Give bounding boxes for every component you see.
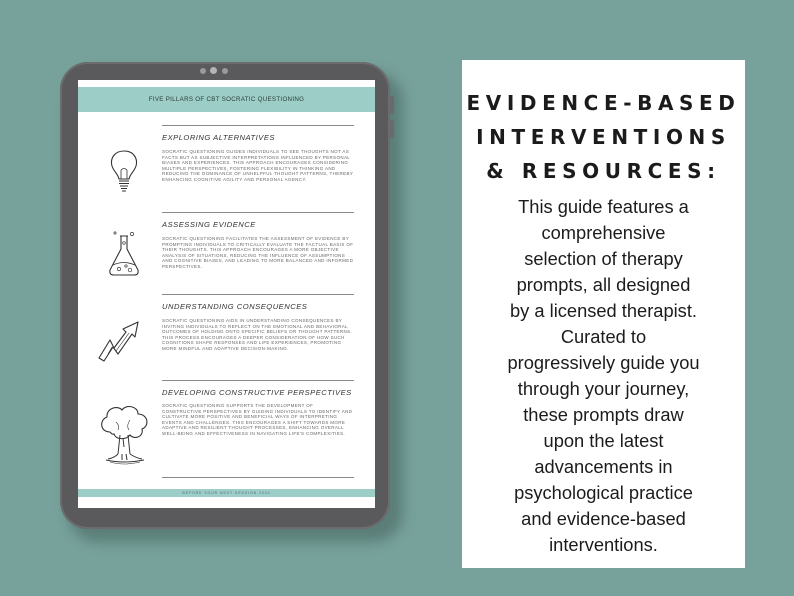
section-divider <box>162 477 354 478</box>
section-body: SOCRATIC QUESTIONING GUIDES INDIVIDUALS TO SEE THOUGHTS NOT AS FACTS BUT AS SUBJECTIVE INTERPRETATIONS INFLUENCED BY PERSONAL BIASES AND EXPERIENCES. THIS APPROACH ENCOURAGES CONSIDERING MULTIPLE PERSPECTIVES, FOSTERING FLEXIBILITY IN THINKING AND REDUCING THE DOMINANCE OF UNHELPFUL THOUGHT PATTERNS, THEREBY ENHANCING COGNITIVE AGILITY AND PERSONAL AGENCY. <box>162 149 354 182</box>
section-divider <box>162 380 354 381</box>
section-divider <box>162 294 354 295</box>
section-body: SOCRATIC QUESTIONING SUPPORTS THE DEVELOPMENT OF CONSTRUCTIVE PERSPECTIVES BY GUIDING INDIVIDUALS TO IDENTIFY AND CULTIVATE MORE POSITIVE AND BENEFICIAL WAYS OF INTERPRETING EVENTS AND CHALLENGES. THIS ENCOURAGES A SHIFT TOWARDS MORE ADAPTIVE AND RESILIENT THOUGHT PROCESSES, ENHANCING OVERALL WELL-BEING AND EFFECTIVENESS IN NAVIGATING LIFE'S COMPLEXITIES. <box>162 403 353 436</box>
section-developing-constructive-perspectives <box>162 388 354 437</box>
card-description-line: interventions. <box>549 534 658 555</box>
info-card <box>462 60 745 568</box>
card-description-line: through your journey, <box>517 378 690 399</box>
tablet-screen <box>78 80 375 508</box>
card-heading-line: & RESOURCES: <box>486 159 721 183</box>
guide-banner-title: FIVE PILLARS OF CBT SOCRATIC QUESTIONING <box>148 96 305 103</box>
guide-footer-text: BEFORE YOUR NEXT SESSION 2024 <box>182 491 271 495</box>
section-title: EXPLORING ALTERNATIVES <box>162 133 275 142</box>
card-description-line: by a licensed therapist. <box>510 300 697 321</box>
section-title: ASSESSING EVIDENCE <box>162 220 256 229</box>
flask-icon <box>104 230 144 280</box>
section-divider <box>162 212 354 213</box>
card-description-line: upon the latest <box>543 430 664 451</box>
card-heading-line: EVIDENCE-BASED <box>466 91 741 115</box>
section-exploring-alternatives <box>162 133 354 183</box>
card-description-line: This guide features a <box>518 196 689 217</box>
tablet-volume-down-button <box>390 120 394 138</box>
section-body: SOCRATIC QUESTIONING FACILITATES THE ASSESSMENT OF EVIDENCE BY PROMPTING INDIVIDUALS TO CRITICALLY EVALUATE THE FACTUAL BASIS OF THEIR THOUGHTS. THIS APPROACH ENCOURAGES A MORE OBJECTIVE ANALYSIS OF SITUATIONS, REDUCING THE INFLUENCE OF ASSUMPTIONS AND COGNITIVE BIASES, AND LEADING TO MORE BALANCED AND INFORMED PERSPECTIVES. <box>162 236 354 269</box>
section-body: SOCRATIC QUESTIONING AIDS IN UNDERSTANDING CONSEQUENCES BY INVITING INDIVIDUALS TO REFLECT ON THE EMOTIONAL AND BEHAVIORAL OUTCOMES OF HOLDING ONTO SPECIFIC BELIEFS OR THOUGHT PATTERNS. THIS PROCESS ENCOURAGES A DEEPER CONSIDERATION OF HOW SUCH COGNITIONS SHAPE RESPONSES AND LIFE EXPERIENCES, PROMOTING MORE MINDFUL AND ADAPTIVE DECISION-MAKING. <box>162 318 353 351</box>
card-description <box>482 194 725 558</box>
section-assessing-evidence <box>162 220 354 270</box>
card-description-line: comprehensive <box>541 222 666 243</box>
tree-icon <box>96 402 154 468</box>
section-title: DEVELOPING CONSTRUCTIVE PERSPECTIVES <box>162 388 352 397</box>
card-description-line: advancements in <box>534 456 673 477</box>
section-divider <box>162 125 354 126</box>
lightbulb-icon <box>106 148 142 194</box>
card-description-line: selection of therapy <box>524 248 683 269</box>
card-description-line: Curated to <box>560 326 647 347</box>
tablet-volume-up-button <box>390 96 394 114</box>
section-title: UNDERSTANDING CONSEQUENCES <box>162 302 308 311</box>
guide-banner <box>78 87 375 112</box>
tablet-sensor-dot <box>200 68 206 74</box>
trend-arrow-icon <box>96 318 146 362</box>
card-description-line: psychological practice <box>514 482 693 503</box>
card-description-line: these prompts draw <box>523 404 684 425</box>
tablet-sensor-dot <box>222 68 228 74</box>
card-description-line: and evidence-based <box>521 508 686 529</box>
section-understanding-consequences <box>162 302 354 352</box>
card-heading-line: INTERVENTIONS <box>476 125 731 149</box>
card-description-line: progressively guide you <box>507 352 700 373</box>
card-description-line: prompts, all designed <box>516 274 691 295</box>
tablet-camera-icon <box>210 67 217 74</box>
card-heading <box>462 86 745 188</box>
